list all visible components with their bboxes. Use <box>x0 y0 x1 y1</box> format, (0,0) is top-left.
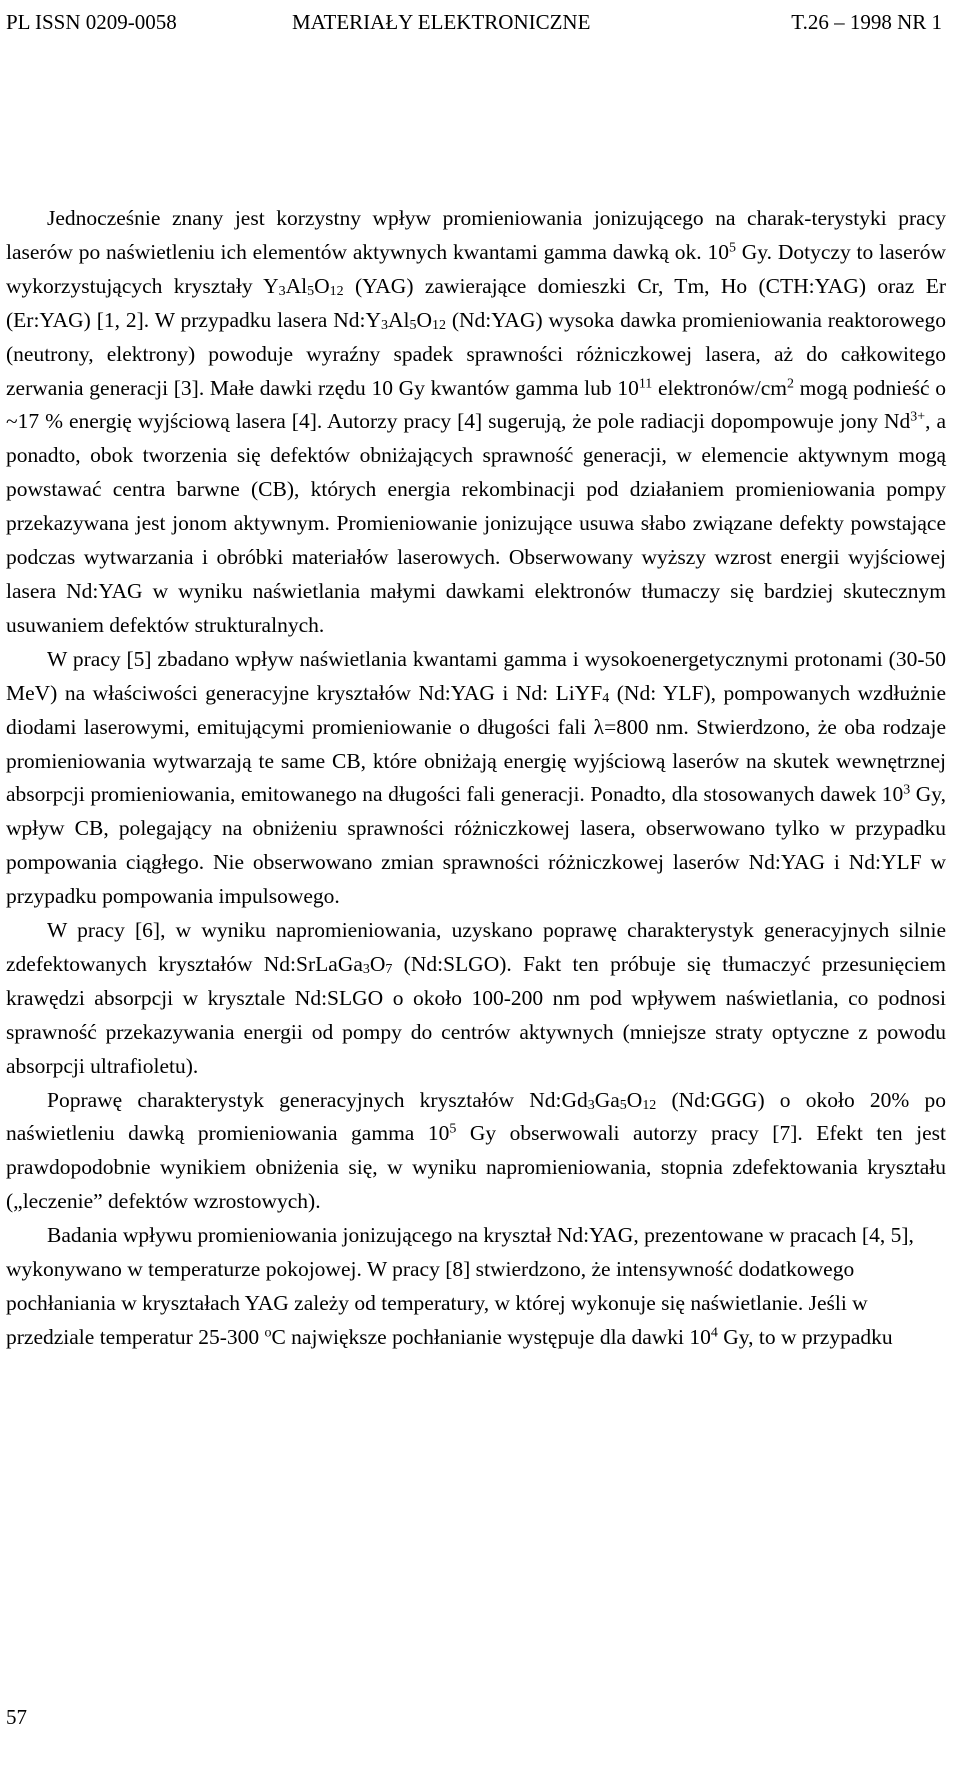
subscript: 12 <box>431 317 446 333</box>
subscript: 7 <box>385 962 393 978</box>
paragraph <box>6 202 946 643</box>
subscript: 5 <box>409 317 417 333</box>
paragraph <box>6 1084 946 1220</box>
text-run: O <box>416 307 432 332</box>
subscript: 3 <box>587 1097 595 1113</box>
subscript: 12 <box>642 1097 657 1113</box>
text-run: (Nd:GGG) o około 20% po naświetleniu dawką promieniowania gamma 10 <box>6 1087 946 1146</box>
text-run: mogą podnieść o ~17 % energię wyjściową lasera [4]. Autorzy pracy [4] sugerują, że pole radiacji dopompowuje jony Nd <box>6 375 946 434</box>
superscript: o <box>264 1325 272 1341</box>
running-header <box>0 6 960 38</box>
paragraph <box>6 914 946 1084</box>
text-run: (YAG) zawierające domieszki Cr, Tm, Ho (CTH:YAG) oraz Er (Er:YAG) [1, 2]. W przypadku lasera Nd:Y <box>6 273 946 332</box>
page-number: 57 <box>6 1705 27 1729</box>
journal-title: MATERIAŁY ELEKTRONICZNE <box>292 10 591 34</box>
text-run: Ga <box>594 1087 620 1112</box>
superscript: 5 <box>449 1121 457 1137</box>
text-run: (Nd: YLF), pompowanych wzdłużnie diodami laserowymi, emitującymi promieniowanie o długości fali λ=800 nm. Stwierdzono, że oba rodzaje promieniowania wytwarzają te same CB, które obniżają energię wyjściową laserów na skutek wewnętrznej absorpcji promieniowania, emitowanego na długości fali generacji. Ponadto, dla stosowanych dawek 10 <box>6 680 946 807</box>
text-run: Gy. Dotyczy to laserów wykorzystujących kryształy Y <box>6 239 946 298</box>
text-run: , a ponadto, obok tworzenia się defektów obniżających sprawność generacji, w elemencie aktywnym mogą powstawać centra barwne (CB), których energia rekombinacji pod działaniem promieniowania pompy przekazywana jest jonom aktywnym. Promieniowanie jonizujące usuwa słabo związane defekty powstające podczas wytwarzania i obróbki materiałów laserowych. Obserwowany wyższy wzrost energii wyjściowej lasera Nd:YAG w wyniku naświetlania małymi dawkami elektronów tłumaczy się bardziej skutecznym usuwaniem defektów strukturalnych. <box>6 409 947 637</box>
superscript: 3 <box>903 782 911 798</box>
superscript: 4 <box>710 1325 718 1341</box>
superscript: 11 <box>638 375 653 391</box>
paragraph <box>6 1219 946 1355</box>
text-run: O <box>626 1087 643 1112</box>
text-run: Al <box>387 307 410 332</box>
text-run: Badania wpływu promieniowania jonizującego na kryształ Nd:YAG, prezentowane w pracach [4, 5], wykonywano w temperaturze pokojowej. W pracy [8] stwierdzono, że intensywność dodatkowego pochłaniania w kryształach YAG zależy od temperatury, w której wykonuje się naświetlanie. Jeśli w przedziale temperatur 25-300 <box>6 1223 914 1349</box>
subscript: 3 <box>278 283 286 299</box>
subscript: 3 <box>362 962 370 978</box>
article-body <box>6 202 946 1355</box>
text-run: C największe pochłanianie występuje dla dawki 10 <box>271 1324 711 1349</box>
journal-issn: PL ISSN 0209-0058 <box>6 10 177 34</box>
text-run: Gy, wpływ CB, polegający na obniżeniu sprawności różniczkowej lasera, obserwowano tylko w przypadku pompowania ciągłego. Nie obserwowano zmian sprawności różniczkowej laserów Nd:YAG i Nd:YLF w przypadku pompowania impulsowego. <box>6 782 946 909</box>
text-run: (Nd:SLGO). Fakt ten próbuje się tłumaczyć przesunięciem krawędzi absorpcji w krysztale Nd:SLGO o około 100-200 nm pod wpływem naświetlania, co podnosi sprawność przekazywania energii od pompy do centrów aktywnych (mniejsze straty optyczne z powodu absorpcji ultrafioletu). <box>6 951 946 1078</box>
subscript: 5 <box>307 283 315 299</box>
superscript: 2 <box>786 375 794 391</box>
text-run: O <box>314 273 330 298</box>
text-run: (Nd:YAG) wysoka dawka promieniowania reaktorowego (neutrony, elektrony) powoduje wyraźny spadek sprawności różniczkowej lasera, aż do całkowitego zerwania generacji [3]. Małe dawki rzędu 10 Gy kwantów gamma lub 10 <box>6 307 946 400</box>
text-run: Poprawę charakterystyk generacyjnych kryształów Nd:Gd <box>47 1087 588 1112</box>
text-run: Gy, to w przypadku <box>717 1324 893 1349</box>
paragraph <box>6 643 946 914</box>
superscript: 5 <box>728 240 736 256</box>
text-run: Gy obserwowali autorzy pracy [7]. Efekt ten jest prawdopodobnie wynikiem obniżenia się, w wyniku napromieniowania, stopnia zdefektowania kryształu („leczenie” defektów wzrostowych). <box>6 1121 946 1214</box>
text-run: W pracy [6], w wyniku napromieniowania, uzyskano poprawę charakterystyk generacyjnych silnie zdefektowanych kryształów Nd:SrLaGa <box>6 918 946 976</box>
subscript: 3 <box>380 317 388 333</box>
text-run: O <box>369 951 386 976</box>
subscript: 12 <box>329 283 344 299</box>
journal-volume: T.26 – 1998 NR 1 <box>791 10 942 34</box>
text-run: elektronów/cm <box>652 375 787 400</box>
subscript: 4 <box>602 690 610 706</box>
superscript: 3+ <box>910 409 926 425</box>
text-run: W pracy [5] zbadano wpływ naświetlania kwantami gamma i wysokoenergetycznymi protonami (30-50 MeV) na właściwości generacyjne kryształów Nd:YAG i Nd: LiYF <box>6 646 946 705</box>
text-run: Jednocześnie znany jest korzystny wpływ promieniowania jonizującego na charak-terystyki pracy laserów po naświetleniu ich elementów aktywnych kwantami gamma dawką ok. 10 <box>6 206 946 264</box>
subscript: 5 <box>619 1097 627 1113</box>
text-run: Al <box>285 273 308 298</box>
